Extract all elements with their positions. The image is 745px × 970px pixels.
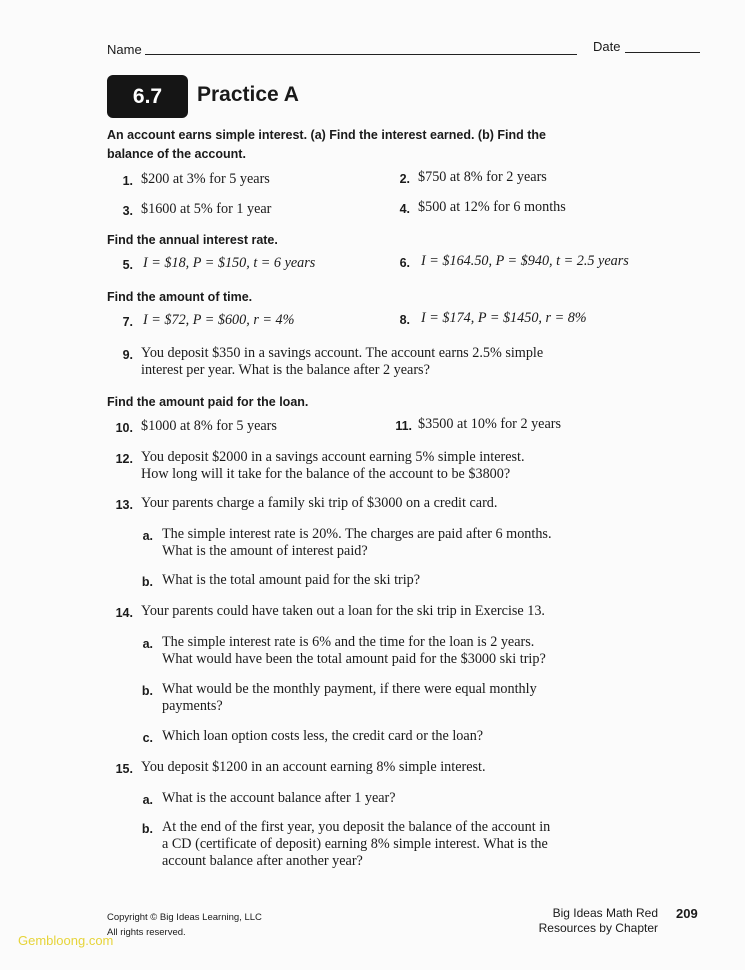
problem-15b-line3: account balance after another year? xyxy=(162,853,363,869)
problem-14c-line1: Which loan option costs less, the credit card or the loan? xyxy=(162,728,484,744)
problem-13a-line2: What is the amount of interest paid? xyxy=(162,543,368,559)
footer-book-title: Big Ideas Math Red xyxy=(552,906,658,920)
page-title: Practice A xyxy=(197,83,299,106)
problem-8-number: 8. xyxy=(399,313,410,327)
problem-1-number: 1. xyxy=(122,174,133,188)
instructions-rate: Find the annual interest rate. xyxy=(107,233,278,247)
problem-14c-label: c. xyxy=(142,731,153,745)
problem-14b-label: b. xyxy=(141,684,153,698)
section-number-badge: 6.7 xyxy=(107,75,188,118)
problem-11-number: 11. xyxy=(395,419,412,433)
problem-13b-label: b. xyxy=(141,575,153,589)
problem-15-text: You deposit $1200 in an account earning 8% simple interest. xyxy=(141,759,486,775)
problem-13a-label: a. xyxy=(142,529,153,543)
problem-9-line1: You deposit $350 in a savings account. The account earns 2.5% simple xyxy=(141,345,544,361)
problem-14-number: 14. xyxy=(115,606,133,620)
instructions-simple-interest-line1: An account earns simple interest. (a) Find the interest earned. (b) Find the xyxy=(107,128,546,142)
problem-14-text: Your parents could have taken out a loan for the ski trip in Exercise 13. xyxy=(141,603,545,619)
problem-7-text: I = $72, P = $600, r = 4% xyxy=(143,312,295,328)
problem-13-text: Your parents charge a family ski trip of $3000 on a credit card. xyxy=(141,495,498,511)
problem-2-text: $750 at 8% for 2 years xyxy=(418,169,547,185)
problem-13a-line1: The simple interest rate is 20%. The charges are paid after 6 months. xyxy=(162,526,552,542)
problem-9-number: 9. xyxy=(122,348,133,362)
page-number: 209 xyxy=(676,906,698,921)
watermark-text: Gembloong.com xyxy=(18,933,114,948)
problem-15a-line1: What is the account balance after 1 year? xyxy=(162,790,396,806)
problem-4-number: 4. xyxy=(399,202,410,216)
problem-12-line1: You deposit $2000 in a savings account earning 5% simple interest. xyxy=(141,449,525,465)
problem-6-text: I = $164.50, P = $940, t = 2.5 years xyxy=(421,253,629,269)
instructions-loan: Find the amount paid for the loan. xyxy=(107,395,309,409)
instructions-time: Find the amount of time. xyxy=(107,290,253,304)
instructions-simple-interest-line2: balance of the account. xyxy=(107,147,246,161)
problem-14a-label: a. xyxy=(142,637,153,651)
problem-7-number: 7. xyxy=(122,315,133,329)
problem-14b-line1: What would be the monthly payment, if there were equal monthly xyxy=(162,681,537,697)
problem-9-line2: interest per year. What is the balance after 2 years? xyxy=(141,362,430,378)
problem-10-number: 10. xyxy=(115,421,133,435)
footer-rights: All rights reserved. xyxy=(107,927,186,938)
problem-3-number: 3. xyxy=(122,204,133,218)
problem-6-number: 6. xyxy=(399,256,410,270)
problem-10-text: $1000 at 8% for 5 years xyxy=(141,418,277,434)
footer-resource-title: Resources by Chapter xyxy=(538,921,658,935)
name-label: Name xyxy=(107,42,142,57)
footer-copyright: Copyright © Big Ideas Learning, LLC xyxy=(107,912,262,923)
date-field-line[interactable] xyxy=(625,52,700,53)
problem-15b-line1: At the end of the first year, you deposit the balance of the account in xyxy=(162,819,551,835)
problem-2-number: 2. xyxy=(399,172,410,186)
problem-3-text: $1600 at 5% for 1 year xyxy=(141,201,272,217)
problem-5-text: I = $18, P = $150, t = 6 years xyxy=(143,255,316,271)
problem-15a-label: a. xyxy=(142,793,153,807)
problem-12-line2: How long will it take for the balance of the account to be $3800? xyxy=(141,466,511,482)
problem-14a-line1: The simple interest rate is 6% and the time for the loan is 2 years. xyxy=(162,634,535,650)
problem-8-text: I = $174, P = $1450, r = 8% xyxy=(421,310,587,326)
name-field-line[interactable] xyxy=(145,54,577,55)
problem-14b-line2: payments? xyxy=(162,698,223,714)
problem-11-text: $3500 at 10% for 2 years xyxy=(418,416,562,432)
problem-15b-line2: a CD (certificate of deposit) earning 8% simple interest. What is the xyxy=(162,836,548,852)
problem-13b-line1: What is the total amount paid for the ski trip? xyxy=(162,572,421,588)
problem-15b-label: b. xyxy=(141,822,153,836)
problem-1-text: $200 at 3% for 5 years xyxy=(141,171,270,187)
problem-15-number: 15. xyxy=(115,762,133,776)
problem-5-number: 5. xyxy=(122,258,133,272)
problem-13-number: 13. xyxy=(115,498,133,512)
problem-14a-line2: What would have been the total amount paid for the $3000 ski trip? xyxy=(162,651,546,667)
date-label: Date xyxy=(593,39,621,54)
problem-12-number: 12. xyxy=(115,452,133,466)
problem-4-text: $500 at 12% for 6 months xyxy=(418,199,566,215)
